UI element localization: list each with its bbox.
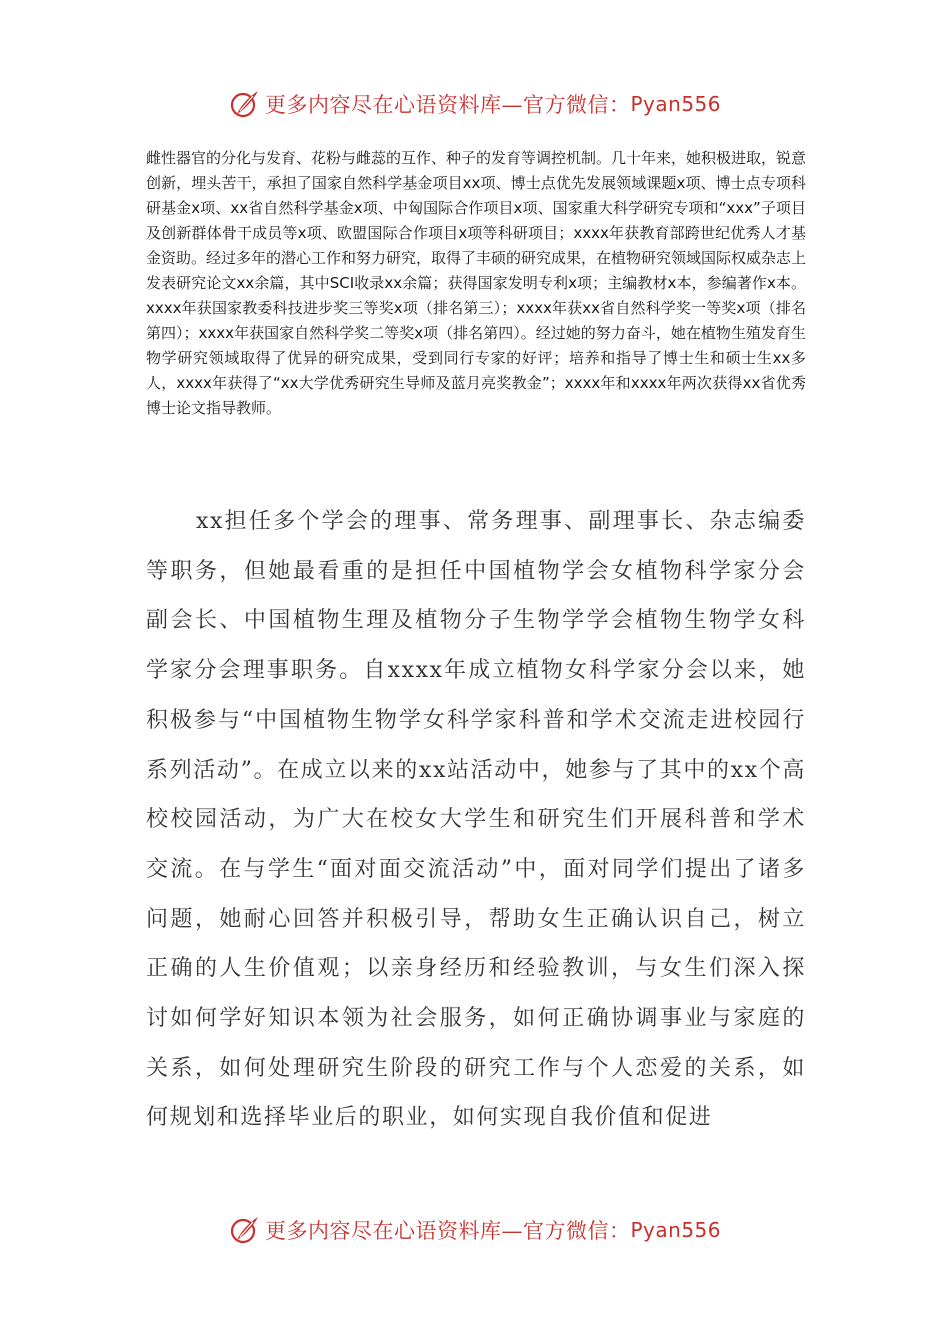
quill-pen-logo-icon	[229, 88, 261, 120]
banner-text: 更多内容尽在心语资料库—官方微信：	[264, 1219, 631, 1243]
body-paragraph-1: 雌性器官的分化与发育、花粉与雌蕊的互作、种子的发育等调控机制。几十年来，她积极进取，锐意创新，埋头苦干，承担了国家自然科学基金项目xx项、博士点优先发展领域课题x项、博士点专项科研基金x项、xx省自然科学基金x项、中匈国际合作项目x项、国家重大科学研究专项和“xxx”子项目及创新群体骨干成员等x项、欧盟国际合作项目x项等科研项目；xxxx年获教育部跨世纪优秀人才基金资助。经过多年的潜心工作和努力研究，取得了丰硕的研究成果，在植物研究领域国际权威杂志上发表研究论文xx余篇，其中SCI收录xx余篇；获得国家发明专利x项；主编教材x本，参编著作x本。xxxx年获国家教委科技进步奖三等奖x项（排名第三）；xxxx年获xx省自然科学奖一等奖x项（排名第四）；xxxx年获国家自然科学奖二等奖x项（排名第四）。经过她的努力奋斗，她在植物生殖发育生物学研究领域取得了优异的研究成果，受到同行专家的好评；培养和指导了博士生和硕士生xx多人，xxxx年获得了“xx大学优秀研究生导师及蓝月亮奖教金”；xxxx年和xxxx年两次获得xx省优秀博士论文指导教师。	[146, 149, 807, 417]
header-banner	[0, 84, 950, 124]
body-paragraph-2: xx担任多个学会的理事、常务理事、副理事长、杂志编委等职务，但她最看重的是担任中国植物学会女植物科学家分会副会长、中国植物生理及植物分子生物学学会植物生物学女科学家分会理事职务。自xxxx年成立植物女科学家分会以来，她积极参与“中国植物生物学女科学家科普和学术交流走进校园行系列活动”。在成立以来的xx站活动中，她参与了其中的xx个高校校园活动，为广大在校女大学生和研究生们开展科普和学术交流。在与学生“面对面交流活动”中，面对同学们提出了诸多问题，她耐心回答并积极引导，帮助女生正确认识自己，树立正确的人生价值观；以亲身经历和经验教训，与女生们深入探讨如何学好知识本领为社会服务，如何正确协调事业与家庭的关系，如何处理研究生阶段的研究工作与个人恋爱的关系，如何规划和选择毕业后的职业，如何实现自我价值和促进	[146, 509, 806, 1131]
banner-wechat-id: Pyan556	[630, 92, 721, 116]
banner-wechat-id: Pyan556	[630, 1218, 721, 1242]
quill-pen-logo-icon	[229, 1214, 261, 1246]
footer-banner	[0, 1210, 950, 1250]
banner-text: 更多内容尽在心语资料库—官方微信：	[264, 93, 631, 117]
